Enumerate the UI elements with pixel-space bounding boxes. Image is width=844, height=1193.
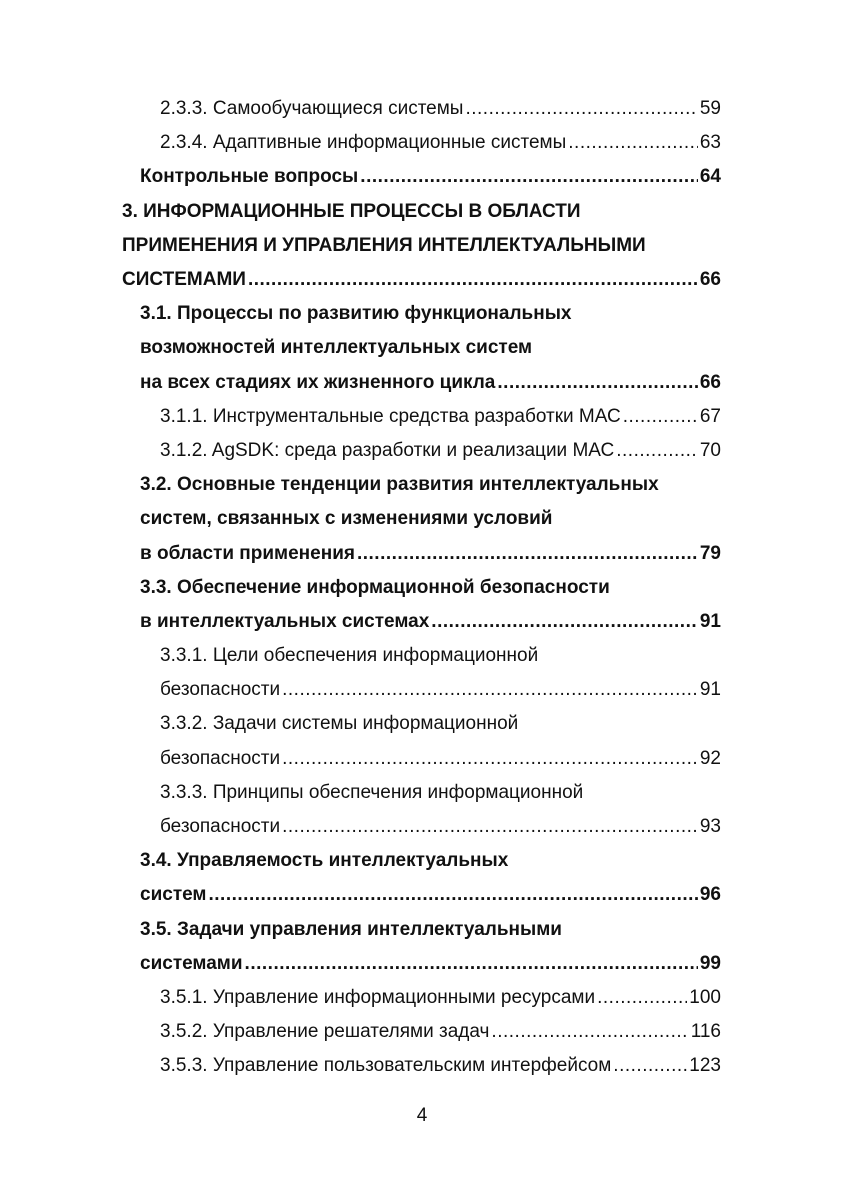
toc-entry-3-1-1: [0, 400, 721, 434]
toc-page-number: 63: [699, 132, 721, 154]
table-of-contents: [0, 92, 844, 1083]
toc-section-3-2: [0, 536, 721, 570]
toc-page-number: 66: [699, 371, 721, 393]
toc-dot-leader: [282, 748, 698, 770]
toc-dot-leader: [613, 1055, 687, 1077]
toc-entry-3-5-3: [0, 1049, 721, 1083]
toc-entry-control-questions: [0, 160, 721, 194]
toc-dot-leader: [616, 440, 698, 462]
toc-section-3-4-line1: 3.4. Управляемость интеллектуальных: [140, 850, 509, 872]
toc-dot-leader: [357, 543, 698, 565]
toc-entry-3-3-2-line1: 3.3.2. Задачи системы информационной: [160, 713, 519, 735]
toc-section-3-5-line1: 3.5. Задачи управления интеллектуальными: [140, 918, 562, 940]
toc-entry-title: 3.1.2. AgSDK: среда разработки и реализации МАС: [160, 439, 615, 461]
toc-page-number: 67: [699, 405, 721, 427]
toc-dot-leader: [465, 98, 697, 120]
toc-entry-title: 2.3.3. Самообучающиеся системы: [160, 98, 464, 120]
toc-entry-3-3-1-line1: 3.3.1. Цели обеспечения информационной: [160, 645, 539, 666]
toc-entry-title: 3.5.2. Управление решателями задач: [160, 1021, 490, 1043]
toc-entry-3-1-2: [0, 434, 721, 468]
toc-entry-title: 3.5.1. Управление информационными ресурсами: [160, 986, 596, 1008]
toc-entry-title: Контрольные вопросы: [140, 166, 359, 188]
toc-section-3-2-line2: систем, связанных с изменениями условий: [140, 508, 553, 530]
toc-entry-title: СИСТЕМАМИ: [122, 269, 246, 291]
toc-dot-leader: [597, 987, 687, 1009]
toc-section-3-1: [0, 366, 721, 400]
toc-dot-leader: [360, 166, 698, 188]
toc-dot-leader: [209, 884, 698, 906]
toc-entry-2-3-3: [0, 92, 721, 126]
toc-page-number: 91: [699, 679, 721, 701]
toc-page-number: 96: [699, 884, 721, 906]
toc-section-3-1-line1: 3.1. Процессы по развитию функциональных: [140, 303, 572, 325]
toc-dot-leader: [282, 679, 698, 701]
toc-entry-3-3-1: [0, 673, 721, 707]
toc-page-number: 116: [690, 1021, 721, 1043]
toc-dot-leader: [245, 953, 698, 975]
toc-dot-leader: [497, 372, 697, 394]
toc-dot-leader: [568, 132, 698, 154]
toc-entry-title: 3.1.1. Инструментальные средства разработки МАС: [160, 405, 621, 427]
toc-dot-leader: [282, 816, 698, 838]
toc-section-3-5: [0, 947, 721, 981]
toc-entry-title: безопасности: [160, 816, 281, 838]
toc-entry-3-5-1: [0, 981, 721, 1015]
toc-section-3-2-line1: 3.2. Основные тенденции развития интеллектуальных: [140, 474, 659, 496]
toc-page-number: 79: [699, 542, 721, 564]
page-number: 4: [416, 1105, 428, 1126]
toc-section-3-1-line2: возможностей интеллектуальных систем: [140, 337, 533, 359]
toc-section-3-4: [0, 878, 721, 912]
toc-page-number: 59: [699, 98, 721, 120]
toc-chapter-3-line1: 3. ИНФОРМАЦИОННЫЕ ПРОЦЕССЫ В ОБЛАСТИ: [122, 200, 581, 222]
toc-page-number: 66: [699, 269, 721, 291]
toc-entry-title: в области применения: [140, 542, 355, 564]
toc-chapter-3-line2: ПРИМЕНЕНИЯ И УПРАВЛЕНИЯ ИНТЕЛЛЕКТУАЛЬНЫМИ: [122, 234, 646, 256]
toc-page-number: 64: [699, 166, 721, 188]
toc-page-number: 92: [699, 747, 721, 769]
toc-entry-3-3-3-line1: 3.3.3. Принципы обеспечения информационной: [160, 781, 584, 803]
toc-entry-title: безопасности: [160, 679, 281, 701]
toc-chapter-3: [0, 263, 721, 297]
toc-entry-title: в интеллектуальных системах: [140, 610, 430, 632]
toc-section-3-3-line1: 3.3. Обеспечение информационной безопасности: [140, 576, 610, 598]
toc-dot-leader: [431, 611, 698, 633]
toc-dot-leader: [491, 1021, 688, 1043]
toc-entry-3-3-3: [0, 810, 721, 844]
toc-dot-leader: [623, 406, 698, 428]
toc-page-number: 93: [699, 816, 721, 838]
toc-page-number: 70: [699, 439, 721, 461]
toc-page-number: 123: [689, 1055, 721, 1077]
toc-entry-title: 2.3.4. Адаптивные информационные системы: [160, 132, 567, 154]
toc-dot-leader: [248, 269, 698, 291]
toc-entry-3-5-2: [0, 1015, 721, 1049]
toc-page-number: 100: [689, 986, 721, 1008]
toc-entry-title: на всех стадиях их жизненного цикла: [140, 371, 496, 393]
toc-page-number: 91: [699, 610, 721, 632]
toc-entry-title: систем: [140, 884, 207, 906]
toc-entry-title: 3.5.3. Управление пользовательским интерфейсом: [160, 1055, 612, 1077]
toc-section-3-3: [0, 605, 721, 639]
toc-entry-2-3-4: [0, 126, 721, 160]
toc-page-number: 99: [699, 952, 721, 974]
toc-entry-title: системами: [140, 952, 243, 974]
toc-entry-3-3-2: [0, 742, 721, 776]
toc-entry-title: безопасности: [160, 747, 281, 769]
